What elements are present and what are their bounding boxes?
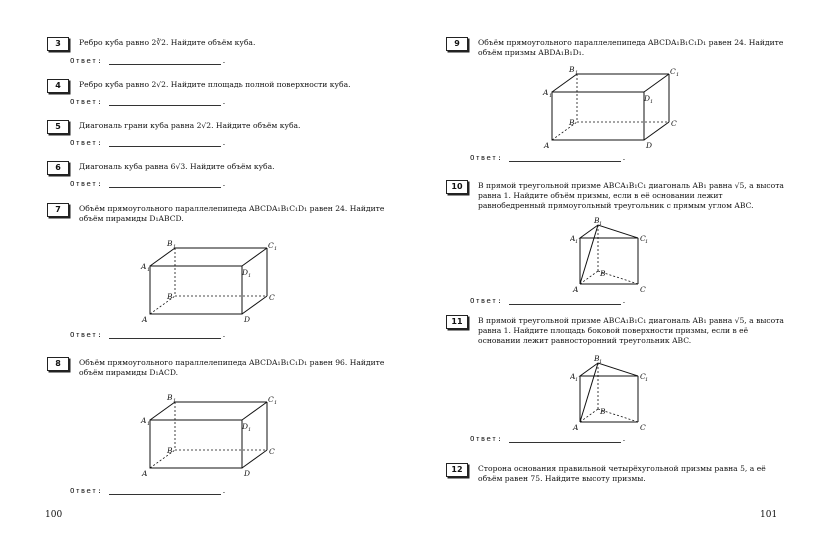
answer-field[interactable]	[109, 486, 221, 495]
label-B1: B	[594, 354, 600, 363]
task-text: Объём прямоугольного параллелепипеда ABCDA₁B₁C₁D₁ равен 24. Найдите объём пирамиды D₁ABCD.	[79, 204, 385, 223]
answer-label: Ответ:	[470, 153, 503, 162]
answer-label: Ответ:	[70, 330, 103, 339]
prism-figure	[570, 354, 660, 432]
answer-row	[470, 153, 627, 162]
page-number: 101	[760, 510, 778, 520]
label-D: D	[244, 315, 251, 324]
prism-figure	[570, 216, 660, 294]
answer-label: Ответ:	[70, 179, 103, 188]
subscript: 1	[549, 93, 553, 99]
task-text: Ребро куба равно 2√2. Найдите площадь полной поверхности куба.	[79, 80, 351, 89]
label-A1: A	[570, 372, 576, 381]
label-A1: A	[141, 416, 147, 425]
label-A: A	[142, 469, 148, 478]
label-D1: D	[242, 422, 249, 431]
task-text: В прямой треугольной призме ABCA₁B₁C₁ диагональ AB₁ равна √5, а высота равна 1. Найдите площадь боковой поверхности призмы, если в её основании лежит равносторонний треугольник ABC.	[478, 316, 784, 345]
task-number: 6	[47, 161, 69, 175]
label-B: B	[600, 407, 606, 416]
task-text: Диагональ куба равна 6√3. Найдите объём куба.	[79, 162, 275, 171]
label-C1: C	[268, 395, 274, 404]
label-B1: B	[167, 239, 173, 248]
label-A: A	[573, 423, 579, 432]
label-A1: A	[141, 262, 147, 271]
subscript: 1	[147, 421, 151, 427]
parallelepiped-figure	[138, 390, 288, 478]
subscript: 1	[248, 427, 252, 433]
label-A: A	[544, 141, 550, 150]
answer-row	[70, 56, 227, 65]
answer-end: .	[621, 434, 628, 443]
answer-end: .	[221, 97, 228, 106]
subscript: 1	[645, 239, 649, 245]
label-C: C	[640, 423, 646, 432]
answer-row	[70, 138, 227, 147]
answer-label: Ответ:	[70, 56, 103, 65]
subscript: 1	[575, 70, 579, 76]
right-page	[410, 0, 820, 553]
subscript: 1	[650, 99, 654, 105]
answer-field[interactable]	[109, 56, 221, 65]
subscript: 1	[173, 244, 177, 250]
answer-label: Ответ:	[70, 97, 103, 106]
task-text: Ребро куба равно 2∛2. Найдите объём куба.	[79, 38, 256, 47]
answer-label: Ответ:	[70, 138, 103, 147]
page-number: 100	[45, 510, 63, 520]
answer-row	[70, 179, 227, 188]
subscript: 1	[173, 398, 177, 404]
label-C1: C	[268, 241, 274, 250]
label-D: D	[244, 469, 251, 478]
answer-end: .	[221, 179, 228, 188]
answer-row	[70, 330, 227, 339]
task-number: 3	[47, 37, 69, 51]
answer-end: .	[621, 153, 628, 162]
task-text: Диагональ грани куба равна 2√2. Найдите объём куба.	[79, 121, 301, 130]
answer-field[interactable]	[509, 153, 621, 162]
label-D: D	[646, 141, 653, 150]
subscript: 1	[274, 246, 278, 252]
answer-field[interactable]	[109, 138, 221, 147]
answer-row	[70, 97, 227, 106]
label-A1: A	[543, 88, 549, 97]
label-B: B	[167, 292, 173, 301]
answer-end: .	[221, 56, 228, 65]
task-number: 5	[47, 120, 69, 134]
parallelepiped-figure	[138, 236, 288, 324]
task-number: 11	[446, 315, 468, 329]
label-C: C	[640, 285, 646, 294]
answer-field[interactable]	[109, 97, 221, 106]
label-D1: D	[242, 268, 249, 277]
label-A1: A	[570, 234, 576, 243]
task-text: В прямой треугольной призме ABCA₁B₁C₁ диагональ AB₁ равна √5, а высота равна 1. Найдите объём призмы, если в её основании лежит равнобедренный прямоугольный треугольник с прямым углом ABC.	[478, 181, 784, 210]
answer-label: Ответ:	[470, 296, 503, 305]
label-C1: C	[670, 67, 676, 76]
task-number: 12	[446, 463, 468, 477]
subscript: 1	[645, 377, 649, 383]
answer-label: Ответ:	[70, 486, 103, 495]
answer-row	[470, 296, 627, 305]
subscript: 1	[274, 400, 278, 406]
label-C1: C	[640, 234, 646, 243]
subscript: 1	[575, 377, 579, 383]
answer-end: .	[621, 296, 628, 305]
answer-field[interactable]	[509, 434, 621, 443]
task-text: Сторона основания правильной четырёхугольной призмы равна 5, а её объём равен 75. Найдите высоту призмы.	[478, 464, 766, 483]
subscript: 1	[248, 273, 252, 279]
subscript: 1	[147, 267, 151, 273]
label-B1: B	[594, 216, 600, 225]
label-B: B	[569, 118, 575, 127]
label-C1: C	[640, 372, 646, 381]
task-number: 8	[47, 357, 69, 371]
label-C: C	[671, 119, 677, 128]
answer-row	[470, 434, 627, 443]
subscript: 1	[676, 72, 680, 78]
answer-end: .	[221, 138, 228, 147]
task-number: 7	[47, 203, 69, 217]
label-B1: B	[569, 65, 575, 74]
task-number: 4	[47, 79, 69, 93]
label-C: C	[269, 447, 275, 456]
label-A: A	[573, 285, 579, 294]
parallelepiped-figure	[540, 62, 690, 150]
label-B: B	[600, 269, 606, 278]
subscript: 1	[599, 221, 603, 227]
answer-end: .	[221, 330, 228, 339]
answer-label: Ответ:	[470, 434, 503, 443]
task-text: Объём прямоугольного параллелепипеда ABCDA₁B₁C₁D₁ равен 96. Найдите объём пирамиды D₁ACD.	[79, 358, 385, 377]
task-number: 9	[446, 37, 468, 51]
label-B1: B	[167, 393, 173, 402]
label-D1: D	[644, 94, 651, 103]
subscript: 1	[599, 359, 603, 365]
label-C: C	[269, 293, 275, 302]
label-A: A	[142, 315, 148, 324]
task-number: 10	[446, 180, 468, 194]
answer-field[interactable]	[109, 330, 221, 339]
answer-row	[70, 486, 227, 495]
answer-end: .	[221, 486, 228, 495]
answer-field[interactable]	[109, 179, 221, 188]
answer-field[interactable]	[509, 296, 621, 305]
label-B: B	[167, 446, 173, 455]
task-text: Объём прямоугольного параллелепипеда ABCDA₁B₁C₁D₁ равен 24. Найдите объём призмы ABDA₁B₁D₁.	[478, 38, 784, 57]
subscript: 1	[575, 239, 579, 245]
